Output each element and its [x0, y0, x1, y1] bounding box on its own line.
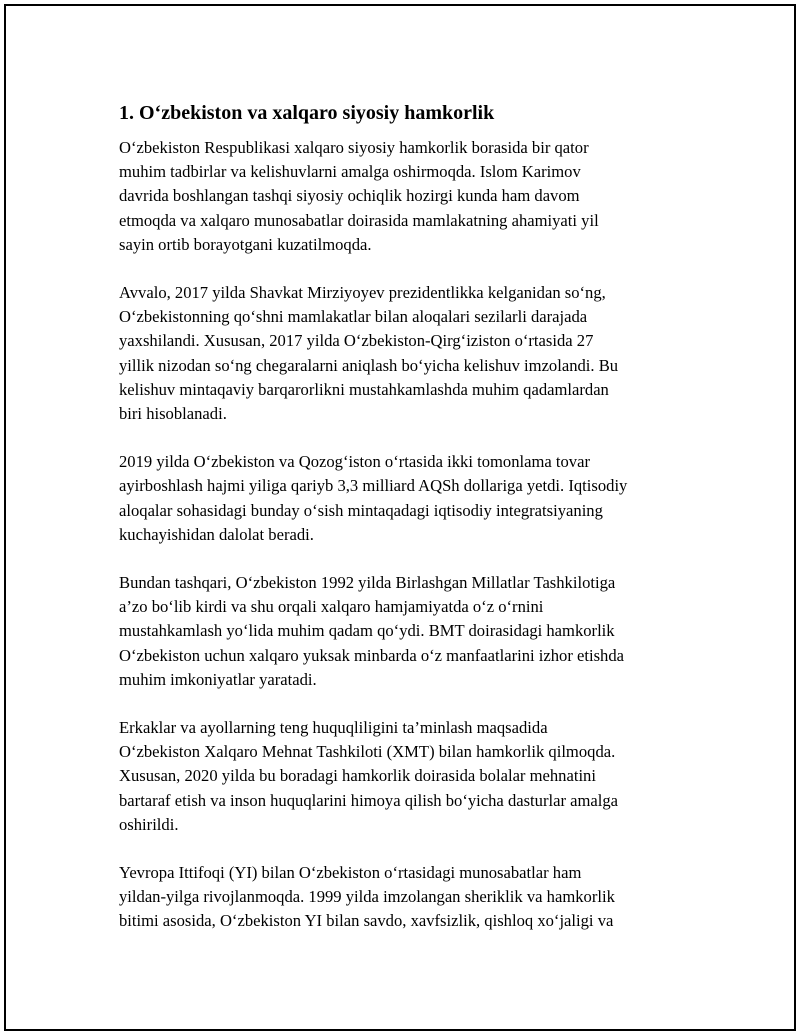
- text-line: 2019 yilda O‘zbekiston va Qozog‘iston o‘rtasida ikki tomonlama tovar: [119, 452, 590, 472]
- text-line: O‘zbekistonning qo‘shni mamlakatlar bilan aloqalari sezilarli darajada: [119, 307, 588, 327]
- paragraph-3: [119, 450, 699, 547]
- text-line: a’zo bo‘lib kirdi va shu orqali xalqaro hamjamiyatda o‘z o‘rnini: [119, 597, 544, 617]
- text-line: oshirildi.: [119, 814, 179, 834]
- text-line: muhim tadbirlar va kelishuvlarni amalga oshirmoqda. Islom Karimov: [119, 162, 581, 182]
- section-title: 1. O‘zbekiston va xalqaro siyosiy hamkorlik: [119, 102, 495, 124]
- text-line: kelishuv mintaqaviy barqarorlikni mustahkamlashda muhim qadamlardan: [119, 379, 609, 399]
- text-line: bartaraf etish va inson huquqlarini himoya qilish bo‘yicha dasturlar amalga: [119, 790, 619, 810]
- text-line: aloqalar sohasidagi bunday o‘sish mintaqadagi iqtisodiy integratsiyaning: [119, 500, 603, 520]
- text-line: Bundan tashqari, O‘zbekiston 1992 yilda Birlashgan Millatlar Tashkilotiga: [119, 573, 616, 593]
- text-line: kuchayishidan dalolat beradi.: [119, 524, 314, 544]
- paragraph-2: [119, 281, 699, 426]
- document-body: [119, 100, 699, 958]
- text-line: biri hisoblanadi.: [119, 404, 227, 424]
- paragraph-5: [119, 716, 699, 837]
- text-line: Avvalo, 2017 yilda Shavkat Mirziyoyev prezidentlikka kelganidan so‘ng,: [119, 283, 606, 303]
- paragraph-6: [119, 861, 699, 934]
- text-line: O‘zbekiston Respublikasi xalqaro siyosiy hamkorlik borasida bir qator: [119, 138, 589, 157]
- paragraph-4: [119, 571, 699, 692]
- text-line: Yevropa Ittifoqi (YI) bilan O‘zbekiston o‘rtasidagi munosabatlar ham: [119, 863, 582, 883]
- text-line: muhim imkoniyatlar yaratadi.: [119, 669, 317, 689]
- text-line: O‘zbekiston Xalqaro Mehnat Tashkiloti (XMT) bilan hamkorlik qilmoqda.: [119, 742, 616, 762]
- page-frame: [4, 4, 796, 1031]
- paragraph-1: [119, 136, 699, 257]
- text-line: bitimi asosida, O‘zbekiston YI bilan savdo, xavfsizlik, qishloq xo‘jaligi va: [119, 911, 614, 931]
- text-line: yillik nizodan so‘ng chegaralarni aniqlash bo‘yicha kelishuv imzolandi. Bu: [119, 355, 619, 375]
- text-line: etmoqda va xalqaro munosabatlar doirasida mamlakatning ahamiyati yil: [119, 210, 599, 230]
- text-line: Xususan, 2020 yilda bu boradagi hamkorlik doirasida bolalar mehnatini: [119, 766, 596, 786]
- text-line: Erkaklar va ayollarning teng huquqliligini ta’minlash maqsadida: [119, 718, 548, 738]
- text-line: ayirboshlash hajmi yiliga qariyb 3,3 milliard AQSh dollariga yetdi. Iqtisodiy: [119, 476, 628, 496]
- text-line: sayin ortib borayotgani kuzatilmoqda.: [119, 234, 372, 254]
- text-line: O‘zbekiston uchun xalqaro yuksak minbarda o‘z manfaatlarini izhor etishda: [119, 645, 625, 665]
- text-line: yaxshilandi. Xususan, 2017 yilda O‘zbekiston-Qirg‘iziston o‘rtasida 27: [119, 331, 594, 351]
- text-line: davrida boshlangan tashqi siyosiy ochiqlik hozirgi kunda ham davom: [119, 186, 580, 206]
- text-line: yildan-yilga rivojlanmoqda. 1999 yilda imzolangan sheriklik va hamkorlik: [119, 887, 615, 907]
- text-line: mustahkamlash yo‘lida muhim qadam qo‘ydi. BMT doirasidagi hamkorlik: [119, 621, 615, 641]
